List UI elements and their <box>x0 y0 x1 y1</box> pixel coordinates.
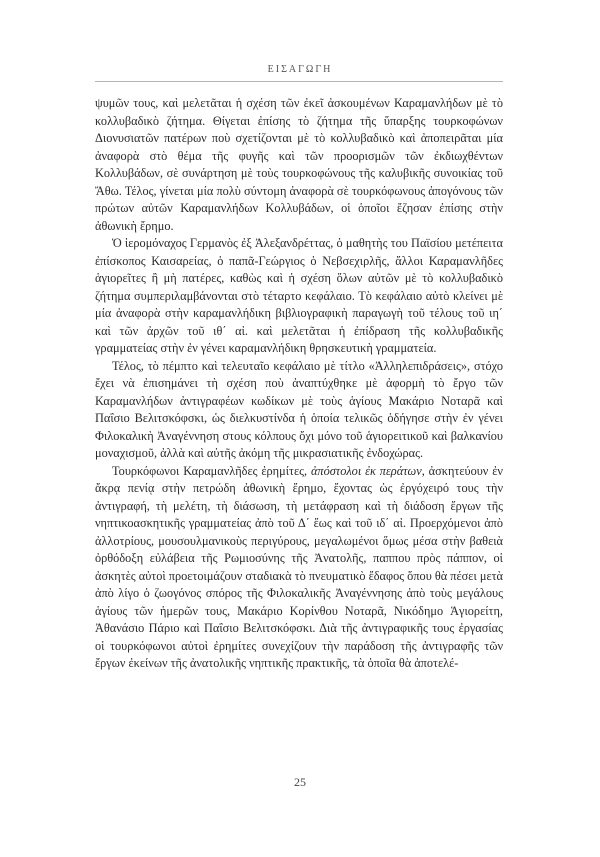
running-header: ΕΙΣΑΓΩΓΗ <box>267 64 333 75</box>
paragraph-text-start: Τουρκόφωνοι Καραμανλῆδες ἐρημίτες, <box>112 463 311 478</box>
header-rule <box>95 81 503 82</box>
paragraph-text-rest: , ἀσκητεύουν ἐν ἄκρᾳ πενίᾳ στὴν πετρώδη ἀθωνικὴ ἔρημο, ἔχοντας ὡς ἐργόχειρό τους τὴν ἀντιγραφή, τὴ μελέτη, τὴ διάσωση, τὴ μετάφραση καὶ τὴ διάδοση ἔργων τῆς νηπτικοασκητικῆς γραμματείας ἀπὸ τοῦ Δ΄ ἕως καὶ τοῦ ιδ΄ αἰ. Προερχόμενοι ἀπὸ ἀλλοτρίους, μουσουλμανικοὺς περιγύρους, μεγαλωμένοι ὅμως μέσα στὴν βαθειὰ ὀρθόδοξη εὐλάβεια τῆς Ρωμιοσύνης τῆς Ἀνατολῆς, παππου πρὸς πάππον, οἱ ἀσκητὲς αὐτοὶ προετοιμάζουν σταδιακὰ τὸ πνευματικὸ ἔδαφος ὅπου θὰ πέσει μετὰ ἀπὸ λίγο ὁ ζωογόνος σπόρος τῆς Φιλοκαλικῆς Ἀναγέννησης ἀπὸ τοὺς μεγάλους ἁγίους τῶν ἡμερῶν τους, Μακάριο Κορίνθου Νοταρᾶ, Νικόδημο Ἁγιορείτη, Ἀθανάσιο Πάριο καὶ Παΐσιο Βελιτσκόφσκι. Διὰ τῆς ἀντιγραφικῆς τους ἐργασίας οἱ τουρκόφωνοι αὐτοὶ ἐρημίτες συνεχίζουν τὴν παράδοση τῆς ἀντιγραφῆς τῶν ἔργων ἐκείνων τῆς ἀνατολικῆς νηπτικῆς πρακτικῆς, τὰ ὁποῖα θὰ ἀποτελέ- <box>95 463 503 670</box>
paragraph <box>95 463 503 673</box>
paragraph: Ὁ ἱερομόναχος Γερμανὸς ἐξ Ἀλεξανδρέττας, ὁ μαθητὴς του Παϊσίου μετέπειτα ἐπίσκοπος Καισαρείας, ὁ παπᾶ-Γεώργιος ὁ Νεβσεχιρλῆς, ἄλλοι Καραμανλῆδες ἁγιορεῖτες ἢ μὴ πατέρες, καθὼς καὶ ἡ σχέση ὅλων αὐτῶν μὲ τὸ κολλυβαδικὸ ζήτημα συμπεριλαμβάνονται στὸ τέταρτο κεφάλαιο. Τὸ κεφάλαιο αὐτὸ κλείνει μὲ μία ἀναφορὰ στὴν καραμανλήδικη βιβλιογραφικὴ παραγωγὴ τοῦ τέλους τοῦ ιη΄ καὶ τῶν ἀρχῶν τοῦ ιθ΄ αἰ. καὶ μελετᾶται ἡ ἐπίδραση τῆς κολλυβαδικῆς γραμματείας στὴν ἐν γένει καραμανλήδικη θρησκευτικὴ γραμματεία. <box>95 236 503 355</box>
page-number: 25 <box>294 775 306 789</box>
body-text <box>95 95 503 673</box>
paragraph: Τέλος, τὸ πέμπτο καὶ τελευταῖο κεφάλαιο μὲ τίτλο «Ἀλληλεπιδράσεις», στόχο ἔχει νὰ ἐπισημάνει τὴ σχέση ποὺ ἀναπτύχθηκε μὲ ἀφορμὴ τὸ ἔργο τῶν Καραμανλήδων ἀντιγραφέων κωδίκων μὲ τοὺς ἁγίους Μακάριο Νοταρᾶ καὶ Παΐσιο Βελιτσκόφσκι, ὡς διελκυστίνδα ἡ ὁποία τελικῶς ὁδήγησε στὴν ἐν γένει Φιλοκαλικὴ Ἀναγέννηση στους κόλπους ὄχι μόνο τοῦ ἁγιορειτικοῦ καὶ βαλκανίου μοναχισμοῦ, ἀλλὰ καὶ αὐτῆς ἀκόμη τῆς μικρασιατικῆς ἐνδοχώρας. <box>95 358 503 460</box>
paragraph: ψυμῶν τους, καὶ μελετᾶται ἡ σχέση τῶν ἐκεῖ ἀσκουμένων Καραμανλήδων μὲ τὸ κολλυβαδικὸ ζήτημα. Θίγεται ἐπίσης τὸ ζήτημα τῆς ὕπαρξης τουρκοφώνων Διονυσιατῶν πατέρων ποὺ σχετίζονται μὲ τὸ κολλυβαδικὸ καὶ ἀποπειρᾶται μία ἀναφορὰ στὸ θέμα τῆς φυγῆς καὶ τῶν προορισμῶν τῶν ἐκδιωχθέντων Κολλυβάδων, σὲ συνάρτηση μὲ τοὺς τουρκοφώνους τῆς καλυβικῆς συνοικίας τοῦ Ἄθω. Τέλος, γίνεται μία πολὺ σύντομη ἀναφορὰ σὲ τουρκόφωνους ἀπογόνους τῶν πρώτων αὐτῶν Καραμανλήδων Κολλυβάδων, οἱ ὁποῖοι ἔζησαν ἐπίσης στὴν ἀθωνικὴ ἔρημο. <box>95 96 503 233</box>
italic-phrase: ἀπόστολοι ἐκ περάτων <box>310 463 422 478</box>
